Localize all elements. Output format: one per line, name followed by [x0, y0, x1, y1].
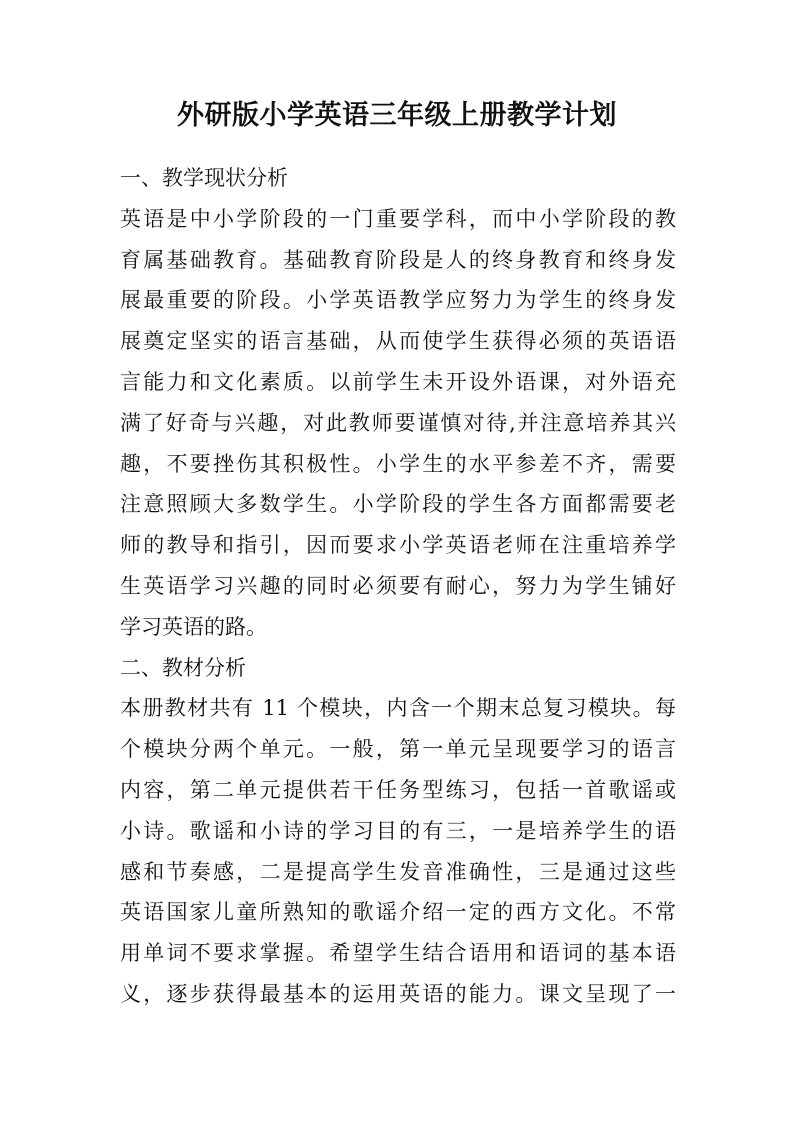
paragraph-line: 生英语学习兴趣的同时必须要有耐心，努力为学生铺好 [120, 573, 676, 598]
document-body [120, 158, 676, 1015]
paragraph-line: 师的教导和指引，因而要求小学英语老师在注重培养学 [120, 533, 676, 558]
paragraph-line: 个模块分两个单元。一般，第一单元呈现要学习的语言 [120, 737, 676, 762]
paragraph-line: 展最重要的阶段。小学英语教学应努力为学生的终身发 [120, 288, 676, 313]
paragraph-line: 趣，不要挫伤其积极性。小学生的水平参差不齐，需要 [120, 451, 676, 476]
paragraph-line: 学习英语的路。 [120, 614, 267, 639]
paragraph-line: 英语国家儿童所熟知的歌谣介绍一定的西方文化。不常 [120, 900, 676, 925]
section-heading: 一、教学现状分析 [120, 166, 288, 190]
paragraph-line: 本册教材共有 11 个模块，内含一个期末总复习模块。每 [120, 696, 676, 721]
paragraph-line: 感和节奏感，二是提高学生发音准确性，三是通过这些 [120, 859, 676, 884]
document-title: 外研版小学英语三年级上册教学计划 [177, 100, 617, 131]
paragraph-line: 育属基础教育。基础教育阶段是人的终身教育和终身发 [120, 247, 676, 272]
paragraph-line: 用单词不要求掌握。希望学生结合语用和语词的基本语 [120, 941, 676, 966]
paragraph-line: 展奠定坚实的语言基础，从而使学生获得必须的英语语 [120, 329, 676, 354]
paragraph-line: 言能力和文化素质。以前学生未开设外语课，对外语充 [120, 369, 676, 394]
paragraph-line: 内容，第二单元提供若干任务型练习，包括一首歌谣或 [120, 777, 676, 802]
paragraph-line: 满了好奇与兴趣，对此教师要谨慎对待,并注意培养其兴 [120, 410, 676, 435]
paragraph-line: 义，逐步获得最基本的运用英语的能力。课文呈现了一 [120, 981, 676, 1006]
section-heading: 二、教材分析 [120, 655, 246, 680]
paragraph-line: 小诗。歌谣和小诗的学习目的有三，一是培养学生的语 [120, 818, 676, 843]
paragraph-line: 英语是中小学阶段的一门重要学科，而中小学阶段的教 [120, 206, 676, 231]
paragraph-line: 注意照顾大多数学生。小学阶段的学生各方面都需要老 [120, 492, 676, 517]
